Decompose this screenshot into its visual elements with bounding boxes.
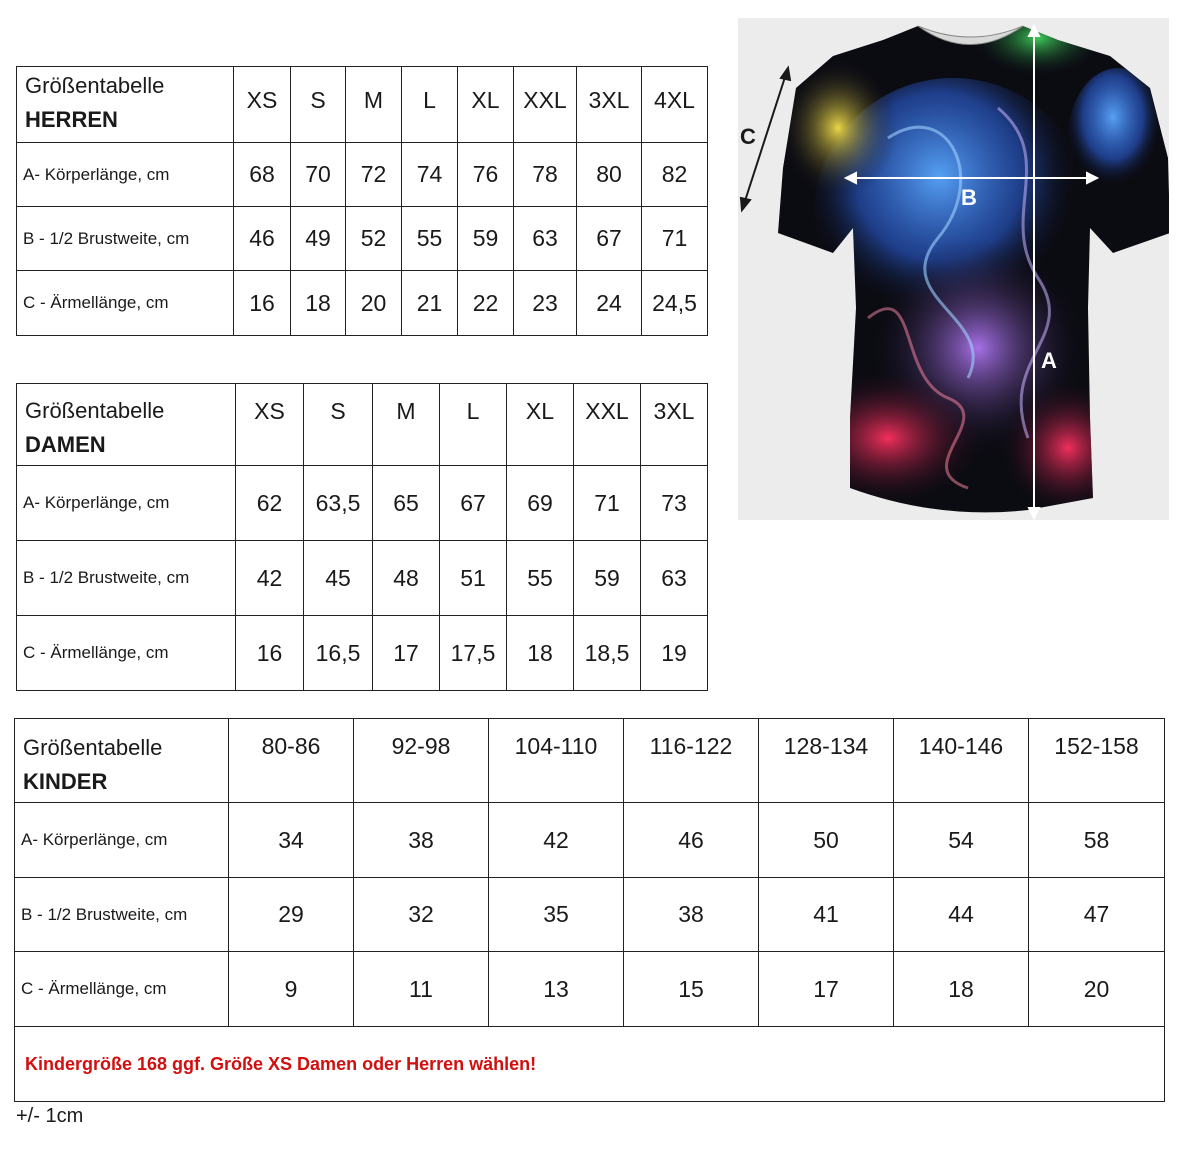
value-cell: 74 — [402, 143, 458, 207]
kinder-size-table — [14, 718, 1165, 1102]
value-cell: 17 — [373, 616, 440, 691]
table-row — [15, 878, 1165, 952]
value-cell: 16 — [234, 271, 291, 336]
table-title: Größentabelle — [23, 735, 163, 760]
value-cell: 54 — [894, 803, 1029, 878]
table-row — [15, 952, 1165, 1027]
size-cell: 116-122 — [624, 719, 759, 803]
value-cell: 51 — [440, 541, 507, 616]
value-cell: 67 — [440, 466, 507, 541]
value-cell: 41 — [759, 878, 894, 952]
value-cell: 18 — [507, 616, 574, 691]
value-cell: 69 — [507, 466, 574, 541]
size-cell: 3XL — [641, 384, 708, 466]
row-label: B - 1/2 Brustweite, cm — [17, 207, 234, 271]
damen-size-table — [16, 383, 708, 691]
size-cell: 4XL — [642, 67, 708, 143]
value-cell: 59 — [458, 207, 514, 271]
table-subtitle: HERREN — [25, 107, 118, 132]
value-cell: 38 — [624, 878, 759, 952]
tolerance-note: +/- 1cm — [16, 1105, 84, 1127]
size-cell: 92-98 — [354, 719, 489, 803]
value-cell: 55 — [402, 207, 458, 271]
value-cell: 13 — [489, 952, 624, 1027]
value-cell: 63 — [641, 541, 708, 616]
value-cell: 20 — [1029, 952, 1165, 1027]
value-cell: 18 — [894, 952, 1029, 1027]
value-cell: 67 — [577, 207, 642, 271]
value-cell: 11 — [354, 952, 489, 1027]
label-c: C — [740, 124, 756, 149]
tshirt-measurement-diagram — [738, 18, 1169, 520]
value-cell: 18,5 — [574, 616, 641, 691]
value-cell: 35 — [489, 878, 624, 952]
value-cell: 22 — [458, 271, 514, 336]
size-cell: S — [291, 67, 346, 143]
value-cell: 78 — [514, 143, 577, 207]
size-cell: XL — [507, 384, 574, 466]
value-cell: 71 — [574, 466, 641, 541]
value-cell: 44 — [894, 878, 1029, 952]
value-cell: 62 — [236, 466, 304, 541]
table-title: Größentabelle — [25, 73, 165, 98]
value-cell: 47 — [1029, 878, 1165, 952]
value-cell: 46 — [624, 803, 759, 878]
row-label: B - 1/2 Brustweite, cm — [17, 541, 236, 616]
value-cell: 49 — [291, 207, 346, 271]
value-cell: 24 — [577, 271, 642, 336]
row-label: C - Ärmellänge, cm — [15, 952, 229, 1027]
size-cell: 80-86 — [229, 719, 354, 803]
kinder-note: Kindergröße 168 ggf. Größe XS Damen oder Herren wählen! — [15, 1027, 1165, 1102]
tshirt-illustration — [738, 18, 1169, 520]
value-cell: 68 — [234, 143, 291, 207]
value-cell: 58 — [1029, 803, 1165, 878]
value-cell: 63,5 — [304, 466, 373, 541]
value-cell: 65 — [373, 466, 440, 541]
value-cell: 17,5 — [440, 616, 507, 691]
value-cell: 50 — [759, 803, 894, 878]
table-header-cell — [15, 719, 229, 803]
table-title: Größentabelle — [25, 398, 165, 423]
value-cell: 18 — [291, 271, 346, 336]
value-cell: 42 — [489, 803, 624, 878]
size-cell: 128-134 — [759, 719, 894, 803]
value-cell: 19 — [641, 616, 708, 691]
row-label: B - 1/2 Brustweite, cm — [15, 878, 229, 952]
size-cell: XL — [458, 67, 514, 143]
value-cell: 63 — [514, 207, 577, 271]
value-cell: 23 — [514, 271, 577, 336]
value-cell: 48 — [373, 541, 440, 616]
size-cell: 152-158 — [1029, 719, 1165, 803]
row-label: A- Körperlänge, cm — [17, 143, 234, 207]
value-cell: 46 — [234, 207, 291, 271]
size-cell: L — [402, 67, 458, 143]
size-cell: 104-110 — [489, 719, 624, 803]
value-cell: 24,5 — [642, 271, 708, 336]
table-row — [17, 466, 708, 541]
value-cell: 52 — [346, 207, 402, 271]
value-cell: 80 — [577, 143, 642, 207]
table-header-cell — [17, 384, 236, 466]
table-row — [17, 616, 708, 691]
size-cell: S — [304, 384, 373, 466]
table-subtitle: DAMEN — [25, 432, 106, 457]
value-cell: 32 — [354, 878, 489, 952]
size-cell: 3XL — [577, 67, 642, 143]
table-row — [15, 1027, 1165, 1102]
size-cell: M — [373, 384, 440, 466]
value-cell: 34 — [229, 803, 354, 878]
row-label: A- Körperlänge, cm — [17, 466, 236, 541]
label-a: A — [1041, 348, 1057, 373]
size-cell: M — [346, 67, 402, 143]
table-header-cell — [17, 67, 234, 143]
value-cell: 71 — [642, 207, 708, 271]
label-b: B — [961, 185, 977, 210]
value-cell: 38 — [354, 803, 489, 878]
value-cell: 82 — [642, 143, 708, 207]
size-cell: XXL — [514, 67, 577, 143]
value-cell: 59 — [574, 541, 641, 616]
value-cell: 72 — [346, 143, 402, 207]
size-cell: XS — [234, 67, 291, 143]
value-cell: 16 — [236, 616, 304, 691]
value-cell: 15 — [624, 952, 759, 1027]
value-cell: 9 — [229, 952, 354, 1027]
table-row — [17, 271, 708, 336]
value-cell: 20 — [346, 271, 402, 336]
value-cell: 76 — [458, 143, 514, 207]
value-cell: 21 — [402, 271, 458, 336]
row-label: C - Ärmellänge, cm — [17, 271, 234, 336]
value-cell: 29 — [229, 878, 354, 952]
value-cell: 42 — [236, 541, 304, 616]
size-cell: XS — [236, 384, 304, 466]
size-cell: XXL — [574, 384, 641, 466]
table-row — [17, 143, 708, 207]
value-cell: 45 — [304, 541, 373, 616]
value-cell: 16,5 — [304, 616, 373, 691]
table-row — [17, 541, 708, 616]
value-cell: 55 — [507, 541, 574, 616]
size-cell: L — [440, 384, 507, 466]
table-row — [15, 803, 1165, 878]
table-subtitle: KINDER — [23, 769, 108, 794]
value-cell: 73 — [641, 466, 708, 541]
size-cell: 140-146 — [894, 719, 1029, 803]
value-cell: 70 — [291, 143, 346, 207]
table-row — [17, 207, 708, 271]
value-cell: 17 — [759, 952, 894, 1027]
herren-size-table — [16, 66, 708, 336]
row-label: A- Körperlänge, cm — [15, 803, 229, 878]
row-label: C - Ärmellänge, cm — [17, 616, 236, 691]
